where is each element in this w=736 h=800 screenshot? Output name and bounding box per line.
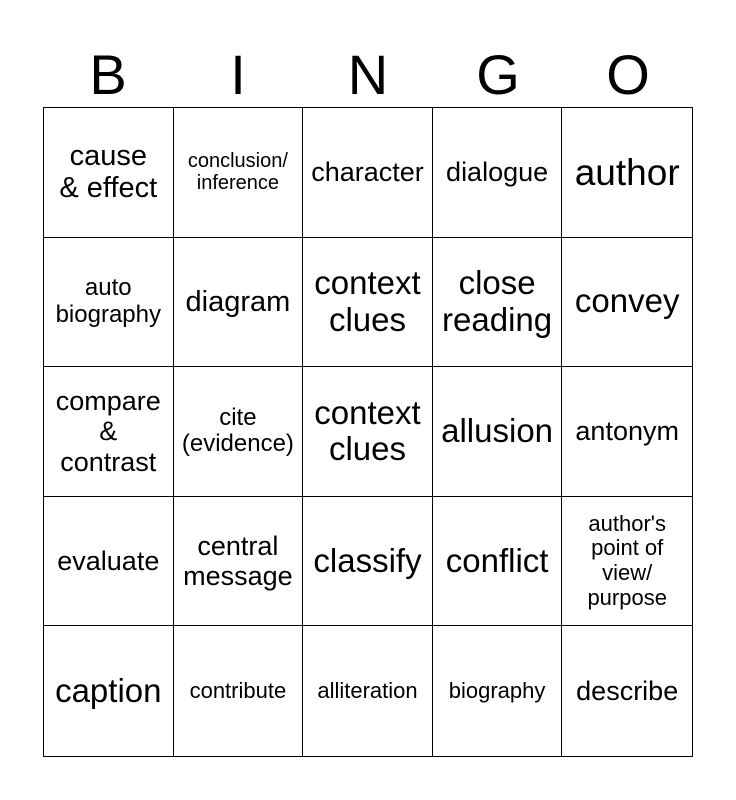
cell-text: character: [311, 157, 424, 188]
cell-text: antonym: [575, 416, 679, 447]
bingo-cell-r4-c2[interactable]: [174, 497, 304, 627]
bingo-cell-r3-c3[interactable]: [303, 367, 433, 497]
bingo-cell-r2-c5[interactable]: [562, 238, 692, 368]
cell-text: cite (evidence): [181, 403, 294, 458]
bingo-cell-r5-c3[interactable]: [303, 626, 433, 756]
header-letter-o: O: [606, 43, 650, 106]
cell-text: conclusion/ inference: [187, 149, 288, 195]
bingo-cell-r1-c2[interactable]: [174, 108, 304, 238]
cell-text: dialogue: [446, 157, 549, 188]
cell-text: conflict: [445, 541, 549, 579]
cell-text: convey: [574, 282, 680, 320]
bingo-board: [43, 107, 693, 757]
bingo-cell-r1-c1[interactable]: [44, 108, 174, 238]
bingo-cell-r4-c5[interactable]: [562, 497, 692, 627]
cell-text: context clues: [314, 263, 421, 338]
bingo-cell-r5-c5[interactable]: [562, 626, 692, 756]
bingo-cell-r2-c4[interactable]: [433, 238, 563, 368]
header-letter-n: N: [347, 43, 389, 106]
bingo-cell-r5-c2[interactable]: [174, 626, 304, 756]
bingo-cell-r3-c4[interactable]: [433, 367, 563, 497]
cell-text: alliteration: [317, 677, 418, 703]
cell-text: central message: [183, 530, 293, 592]
cell-text: close reading: [442, 263, 553, 338]
bingo-cell-r3-c5[interactable]: [562, 367, 692, 497]
cell-text: cause & effect: [59, 139, 158, 205]
cell-text: biography: [448, 677, 546, 703]
header-letter-i: I: [230, 43, 246, 106]
bingo-cell-r1-c5[interactable]: [562, 108, 692, 238]
cell-text: allusion: [441, 412, 554, 450]
bingo-cell-r5-c4[interactable]: [433, 626, 563, 756]
bingo-header: [43, 44, 693, 106]
bingo-cell-r2-c3[interactable]: [303, 238, 433, 368]
bingo-cell-r3-c1[interactable]: [44, 367, 174, 497]
bingo-cell-r4-c3[interactable]: [303, 497, 433, 627]
bingo-cell-r1-c3[interactable]: [303, 108, 433, 238]
cell-text: context clues: [314, 393, 421, 468]
header-letter-g: G: [476, 43, 520, 106]
cell-text: author's point of view/ purpose: [587, 510, 667, 610]
bingo-cell-r4-c1[interactable]: [44, 497, 174, 627]
cell-text: classify: [313, 541, 422, 579]
cell-text: caption: [55, 671, 162, 709]
bingo-cell-r1-c4[interactable]: [433, 108, 563, 238]
bingo-cell-r3-c2[interactable]: [174, 367, 304, 497]
bingo-cell-r5-c1[interactable]: [44, 626, 174, 756]
bingo-cell-r2-c2[interactable]: [174, 238, 304, 368]
bingo-cell-r4-c4[interactable]: [433, 497, 563, 627]
cell-text: auto biography: [55, 274, 161, 328]
cell-text: evaluate: [57, 545, 160, 576]
cell-text: diagram: [185, 285, 291, 318]
cell-text: contribute: [189, 677, 287, 703]
cell-text: describe: [576, 676, 679, 707]
header-letter-b: B: [89, 43, 127, 106]
cell-text: author: [574, 151, 680, 193]
bingo-cell-r2-c1[interactable]: [44, 238, 174, 368]
cell-text: compare & contrast: [55, 386, 161, 477]
